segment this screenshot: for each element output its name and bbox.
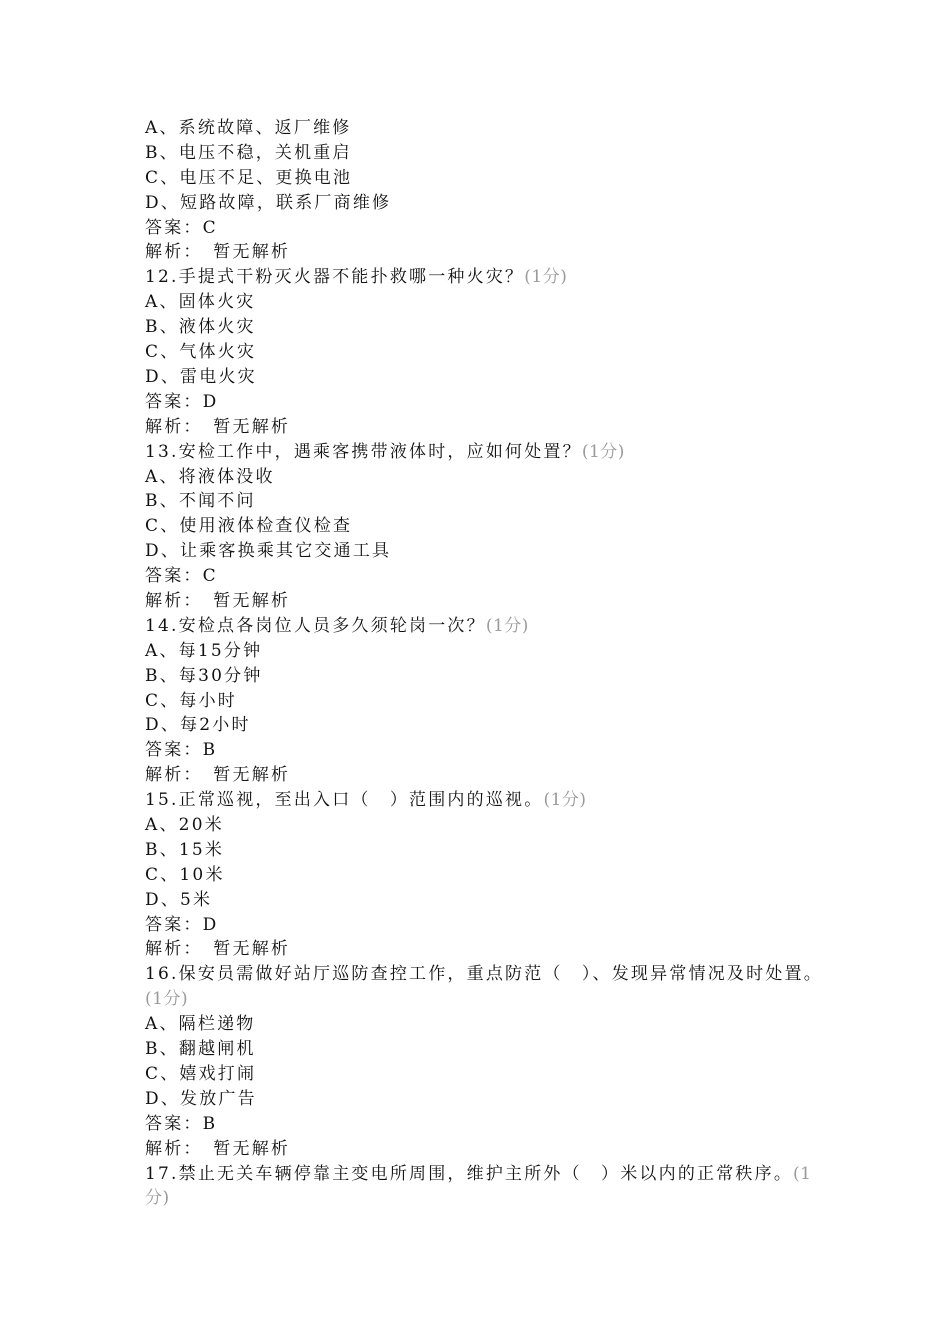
option-c: C、每小时 — [145, 690, 238, 711]
option-c: C、使用液体检查仪检查 — [145, 516, 353, 537]
question-title: 13.安检工作中，遇乘客携带液体时，应如何处置？(1分) — [145, 441, 625, 462]
question-points: (1分) — [145, 989, 189, 1010]
question-points: (1分) — [581, 441, 625, 462]
question-title: 17.禁止无关车辆停靠主变电所周围，维护主所外（ ）米以内的正常秩序。(1分) — [145, 1163, 812, 1209]
option-c: C、电压不足、更换电池 — [145, 167, 353, 188]
question-13 — [145, 440, 825, 614]
question-12 — [145, 265, 825, 439]
option-c: C、10米 — [145, 864, 225, 885]
answer: 答案：B — [145, 1113, 218, 1134]
option-d: D、雷电火灾 — [145, 366, 257, 387]
question-points: (1分) — [524, 267, 568, 288]
question-title: 12.手提式干粉灭火器不能扑救哪一种火灾？(1分) — [145, 267, 568, 288]
document-body — [145, 116, 825, 1211]
option-d: D、让乘客换乘其它交通工具 — [145, 541, 392, 562]
answer: 答案：C — [145, 217, 218, 238]
question-17 — [145, 1162, 825, 1212]
analysis: 解析： 暂无解析 — [145, 242, 291, 263]
question-14 — [145, 614, 825, 788]
option-a: A、固体火灾 — [145, 292, 256, 313]
analysis: 解析： 暂无解析 — [145, 590, 291, 611]
option-d: D、每2小时 — [145, 715, 251, 736]
option-c: C、嬉戏打闹 — [145, 1063, 257, 1084]
analysis: 解析： 暂无解析 — [145, 1138, 291, 1159]
question-title: 15.正常巡视，至出入口（ ）范围内的巡视。(1分) — [145, 790, 587, 811]
option-b: B、液体火灾 — [145, 317, 256, 338]
option-a: A、隔栏递物 — [145, 1014, 256, 1035]
option-d: D、短路故障，联系厂商维修 — [145, 192, 392, 213]
option-d: D、发放广告 — [145, 1088, 257, 1109]
answer: 答案：D — [145, 391, 219, 412]
question-16 — [145, 962, 825, 1161]
answer: 答案：C — [145, 566, 218, 587]
option-b: B、不闻不问 — [145, 491, 256, 512]
answer: 答案：D — [145, 914, 219, 935]
option-b: B、翻越闸机 — [145, 1039, 256, 1060]
question-points: (1分) — [485, 615, 529, 636]
option-a: A、20米 — [145, 815, 224, 835]
option-a: A、将液体没收 — [145, 466, 275, 487]
answer: 答案：B — [145, 740, 218, 761]
question-title: 16.保安员需做好站厅巡防查控工作，重点防范（ ）、发现异常情况及时处置。(1分) — [145, 964, 823, 1010]
option-b: B、电压不稳，关机重启 — [145, 142, 352, 163]
question-points: (1分) — [145, 1163, 812, 1209]
option-a: A、系统故障、返厂维修 — [145, 118, 352, 138]
option-c: C、气体火灾 — [145, 342, 257, 363]
question-title: 14.安检点各岗位人员多久须轮岗一次？(1分) — [145, 615, 529, 636]
option-b: B、每30分钟 — [145, 665, 263, 686]
question-points: (1分) — [543, 790, 587, 811]
prev-question-tail — [145, 116, 825, 265]
analysis: 解析： 暂无解析 — [145, 416, 291, 437]
option-a: A、每15分钟 — [145, 640, 263, 661]
option-b: B、15米 — [145, 839, 225, 860]
question-15 — [145, 788, 825, 962]
option-d: D、5米 — [145, 889, 213, 910]
analysis: 解析： 暂无解析 — [145, 939, 291, 960]
analysis: 解析： 暂无解析 — [145, 765, 291, 786]
